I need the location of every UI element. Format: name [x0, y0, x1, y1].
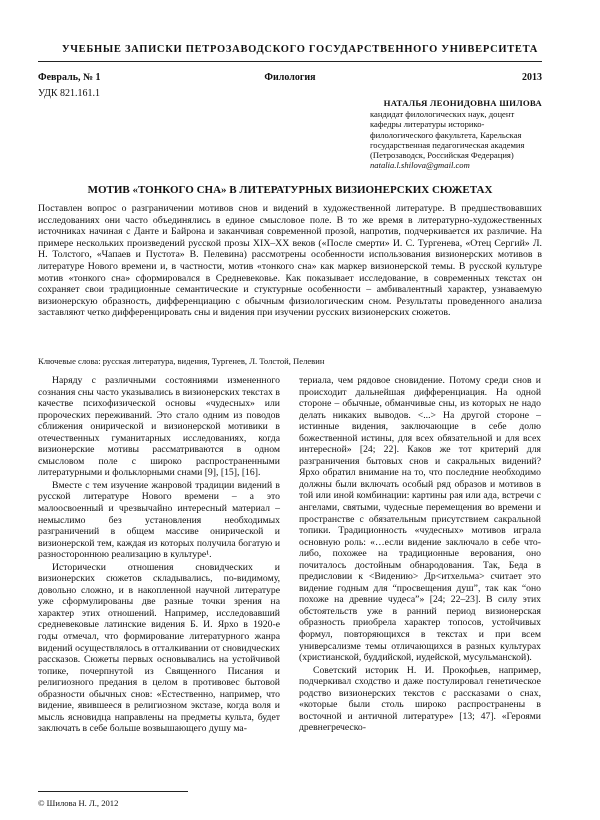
copyright: © Шилова Н. Л., 2012: [38, 798, 119, 808]
keywords: Ключевые слова: русская литература, видения, Тургенев, Л. Толстой, Пелевин: [38, 356, 325, 366]
journal-header: УЧЕБНЫЕ ЗАПИСКИ ПЕТРОЗАВОДСКОГО ГОСУДАРСТВЕННОГО УНИВЕРСИТЕТА: [61, 44, 539, 55]
article-title: МОТИВ «ТОНКОГО СНА» В ЛИТЕРАТУРНЫХ ВИЗИОНЕРСКИХ СЮЖЕТАХ: [87, 184, 493, 196]
section-label: Филология: [264, 72, 316, 83]
paragraph: Вместе с тем изучение жанровой традиции видений в русской литературе Нового времени – а это малоосвоенный и чрезвычайно интересный материал – немыслимо без установления необходимых разграничений в общем массиве онирической и визионерской тем, каждая из которых получила богатую и разностороннюю реализацию в культуре¹.: [38, 479, 280, 561]
author-block: [370, 98, 542, 170]
abstract: Поставлен вопрос о разграничении мотивов снов и видений в художественной литературе. В предшествовавших исследованиях они часто объединялись в единое смысловое поле. В то же время в литературно-художественных источниках начиная с Данте и Байрона и заканчивая современной прозой, напротив, подчеркивается их различие. На примере нескольких произведений русской прозы XIX–XX веков («После смерти» И. С. Тургенева, «Отец Сергий» Л. Н. Толстого, «Чапаев и Пустота» В. Пелевина) рассмотрены особенности использования визионерских мотивов в литературе Нового времени и, в частности, мотив «тонкого сна» как маркер визионерской темы. В русской культуре мотив «тонкого сна» сформировался в Средневековье. Как показывает исследование, в современных текстах он сохраняет свои традиционные семантические и стуктурные особенности – амбивалентный характер, узнаваемую визионерскую образность, дифференциацию с обычным физиологическим сном. Результаты проведенного анализа заставляют четко дифференцировать сны и видения при изучении русских визионерских сюжетов.: [38, 203, 542, 319]
paragraph: Исторически отношения сновидческих и визионерских сюжетов складывались, по-видимому, довольно сложно, и в накопленной научной литературе уже сформулированы две разные точки зрения на характер этих отношений. Например, исследовавший средневековые латинские видения Б. И. Ярхо в 1920-е годы отмечал, что формирование литературного жанра видений осуществлялось в отталкивании от сновидческих рассказов. Сюжеты первых основывались на устойчивой топике, почерпнутой из Священного Писания и религиозного предания в целом в противовес бытовой образности обычных снов: «Естественно, например, что видение, явившееся в религиозном экстазе, когда воля и мысль ясновидца направлены на предметы культа, будет заключать в себе больше возвышающего душу ма-: [38, 561, 280, 735]
paragraph: Наряду с различными состояниями измененного сознания сны часто указывались в визионерских текстах в качестве психофизической основы «чудесных» или пророческих переживаний. Это стало одним из поводов сближения онирической и визионерской мотивики в отечественных гуманитарных исследованиях, когда визионерские мотивы рассматриваются в одном смысловом поле с широко распространенными литературными и фольклорными снами [9], [15], [16].: [38, 375, 280, 479]
right-column: [299, 375, 541, 735]
paragraph: Советский историк Н. И. Прокофьев, например, подчеркивал сходство и даже постулировал генетическое родство визионерских текстов с рассказами о снах, «которые были столь широко распространены в восточной и античной литературе» [13; 47]. «Героями древнегреческо-: [299, 664, 541, 734]
paragraph: териала, чем рядовое сновидение. Потому среди снов и происходит дальнейшая дифференциация. На одной стороне – обычные, обманчивые сны, из которых не надо делать никаких выводов. <...> На другой стороне – истинные видения, заключающие в себе долю божественной истины, для всех обязательной и для всех интересной» [24; 22]. Каков же тот критерий для разграничения бытовых снов и сакральных видений? Ярхо обратил внимание на то, что последние необходимо должны были включать особый ряд образов и мотивов в той или иной комбинации: картины рая или ада, встречи с ангелами, святыми, чудесные перемещения во времени и пространстве с обязательным присутствием сакральной топики. Традиционность «чудесных» мотивов играла основную роль: «…если видение заключало в себе что-либо, похожее на традиционные верования, оно почиталось достойным обнародования. Так, Беда в предисловии к <Видению> Др<итхельма> считает это видение годным для “просвещения душ”, так как “оно похоже на древние чудеса”» [24; 22–23]. В силу этих обстоятельств уже в ранний период визионерская образность приобрела характер топосов, устойчивых формул, повторяющихся в текстах и при всем универсализме темы отличающихся в разных культурах (христианской, буддийской, иудейской, мусульманской).: [299, 375, 541, 664]
author-email[interactable]: natalia.l.shilova@gmail.com: [370, 160, 470, 171]
footnote-rule: [38, 791, 188, 792]
header-rule: [38, 61, 542, 62]
left-column: [38, 375, 280, 736]
udc-code: УДК 821.161.1: [38, 88, 101, 99]
issue-label: Февраль, № 1: [38, 72, 101, 83]
author-affiliation: кандидат филологических наук, доцент кафедры литературы историко-филологического факультета, Карельская государственная педагогическая академия (Петрозаводск, Российская Федерация): [370, 109, 525, 161]
year-label: 2013: [522, 72, 542, 83]
author-name: НАТАЛЬЯ ЛЕОНИДОВНА ШИЛОВА: [383, 98, 542, 108]
